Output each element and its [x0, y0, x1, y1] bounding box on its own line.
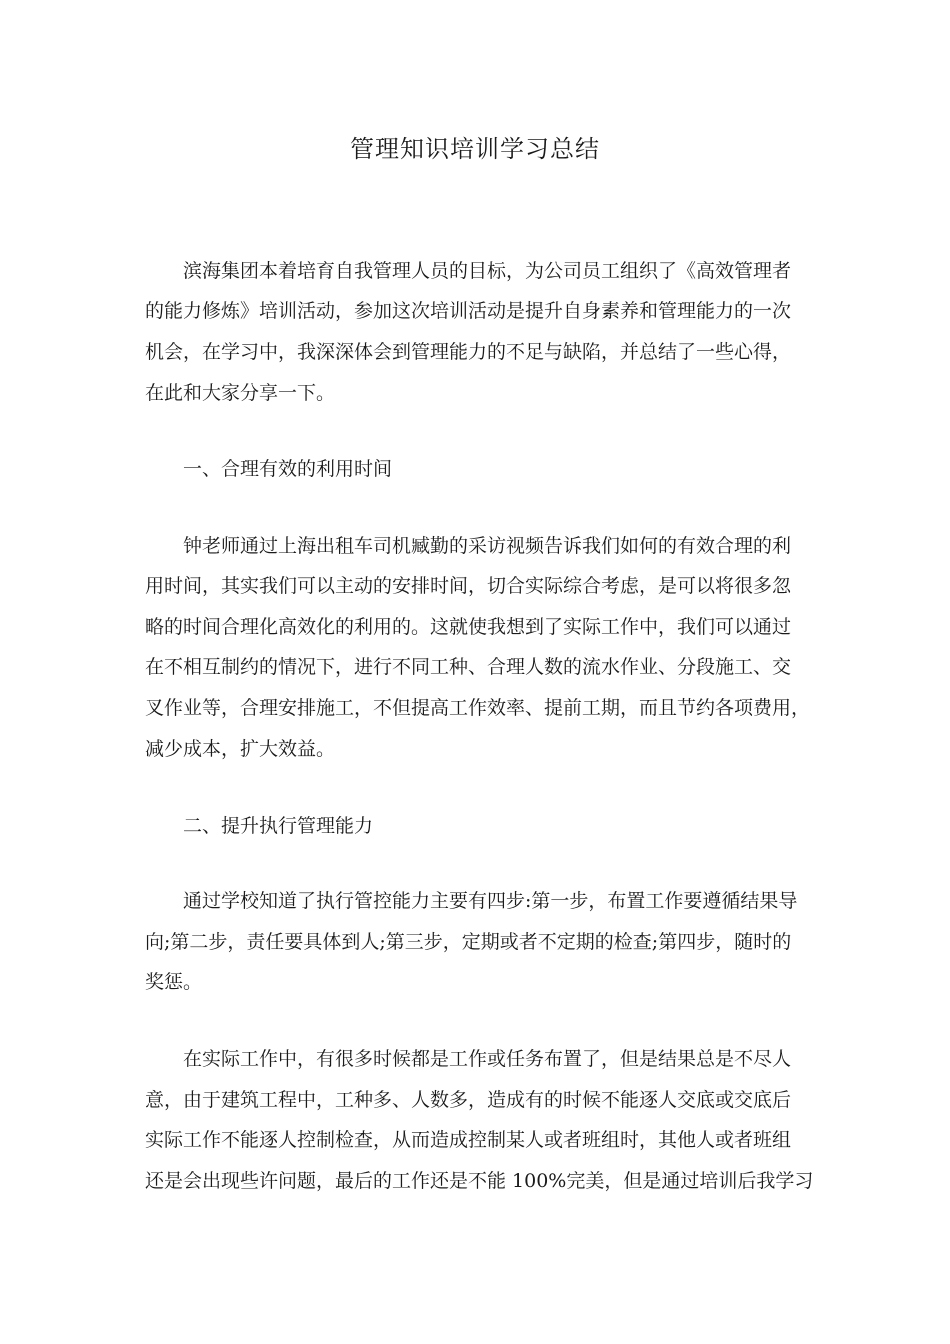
section1-line: 叉作业等，合理安排施工，不但提高工作效率、提前工期，而且节约各项费用， — [145, 697, 811, 719]
intro-line: 在此和大家分享一下。 — [145, 382, 336, 404]
section2-line: 向;第二步，责任要具体到人;第三步，定期或者不定期的检查;第四步，随时的 — [145, 931, 792, 953]
intro-line: 机会，在学习中，我深深体会到管理能力的不足与缺陷，并总结了一些心得， — [145, 341, 792, 363]
section2-line: 奖惩。 — [145, 971, 203, 993]
section2-para2-line: 还是会出现些许问题，最后的工作还是不能 100%完美，但是通过培训后我学习 — [145, 1170, 814, 1192]
document-title: 管理知识培训学习总结 — [350, 135, 600, 163]
section2-para2-line: 实际工作不能逐人控制检查，从而造成控制某人或者班组时，其他人或者班组 — [145, 1129, 792, 1151]
section2-para2-line: 在实际工作中，有很多时候都是工作或任务布置了，但是结果总是不尽人 — [183, 1048, 792, 1070]
section1-line: 减少成本，扩大效益。 — [145, 738, 336, 760]
section-heading-2: 二、提升执行管理能力 — [183, 815, 374, 837]
intro-line: 的能力修炼》培训活动，参加这次培训活动是提升自身素养和管理能力的一次 — [145, 300, 792, 322]
section1-line: 在不相互制约的情况下，进行不同工种、合理人数的流水作业、分段施工、交 — [145, 656, 792, 678]
section1-line: 用时间，其实我们可以主动的安排时间，切合实际综合考虑，是可以将很多忽 — [145, 575, 792, 597]
section1-line: 略的时间合理化高效化的利用的。这就使我想到了实际工作中，我们可以通过 — [145, 616, 792, 638]
section1-line: 钟老师通过上海出租车司机臧勤的采访视频告诉我们如何的有效合理的利 — [183, 535, 792, 557]
section-heading-1: 一、合理有效的利用时间 — [183, 458, 393, 480]
intro-line: 滨海集团本着培育自我管理人员的目标，为公司员工组织了《高效管理者 — [183, 260, 792, 282]
section2-line: 通过学校知道了执行管控能力主要有四步:第一步，布置工作要遵循结果导 — [183, 890, 798, 912]
section2-para2-line: 意，由于建筑工程中，工种多、人数多，造成有的时候不能逐人交底或交底后 — [145, 1089, 792, 1111]
